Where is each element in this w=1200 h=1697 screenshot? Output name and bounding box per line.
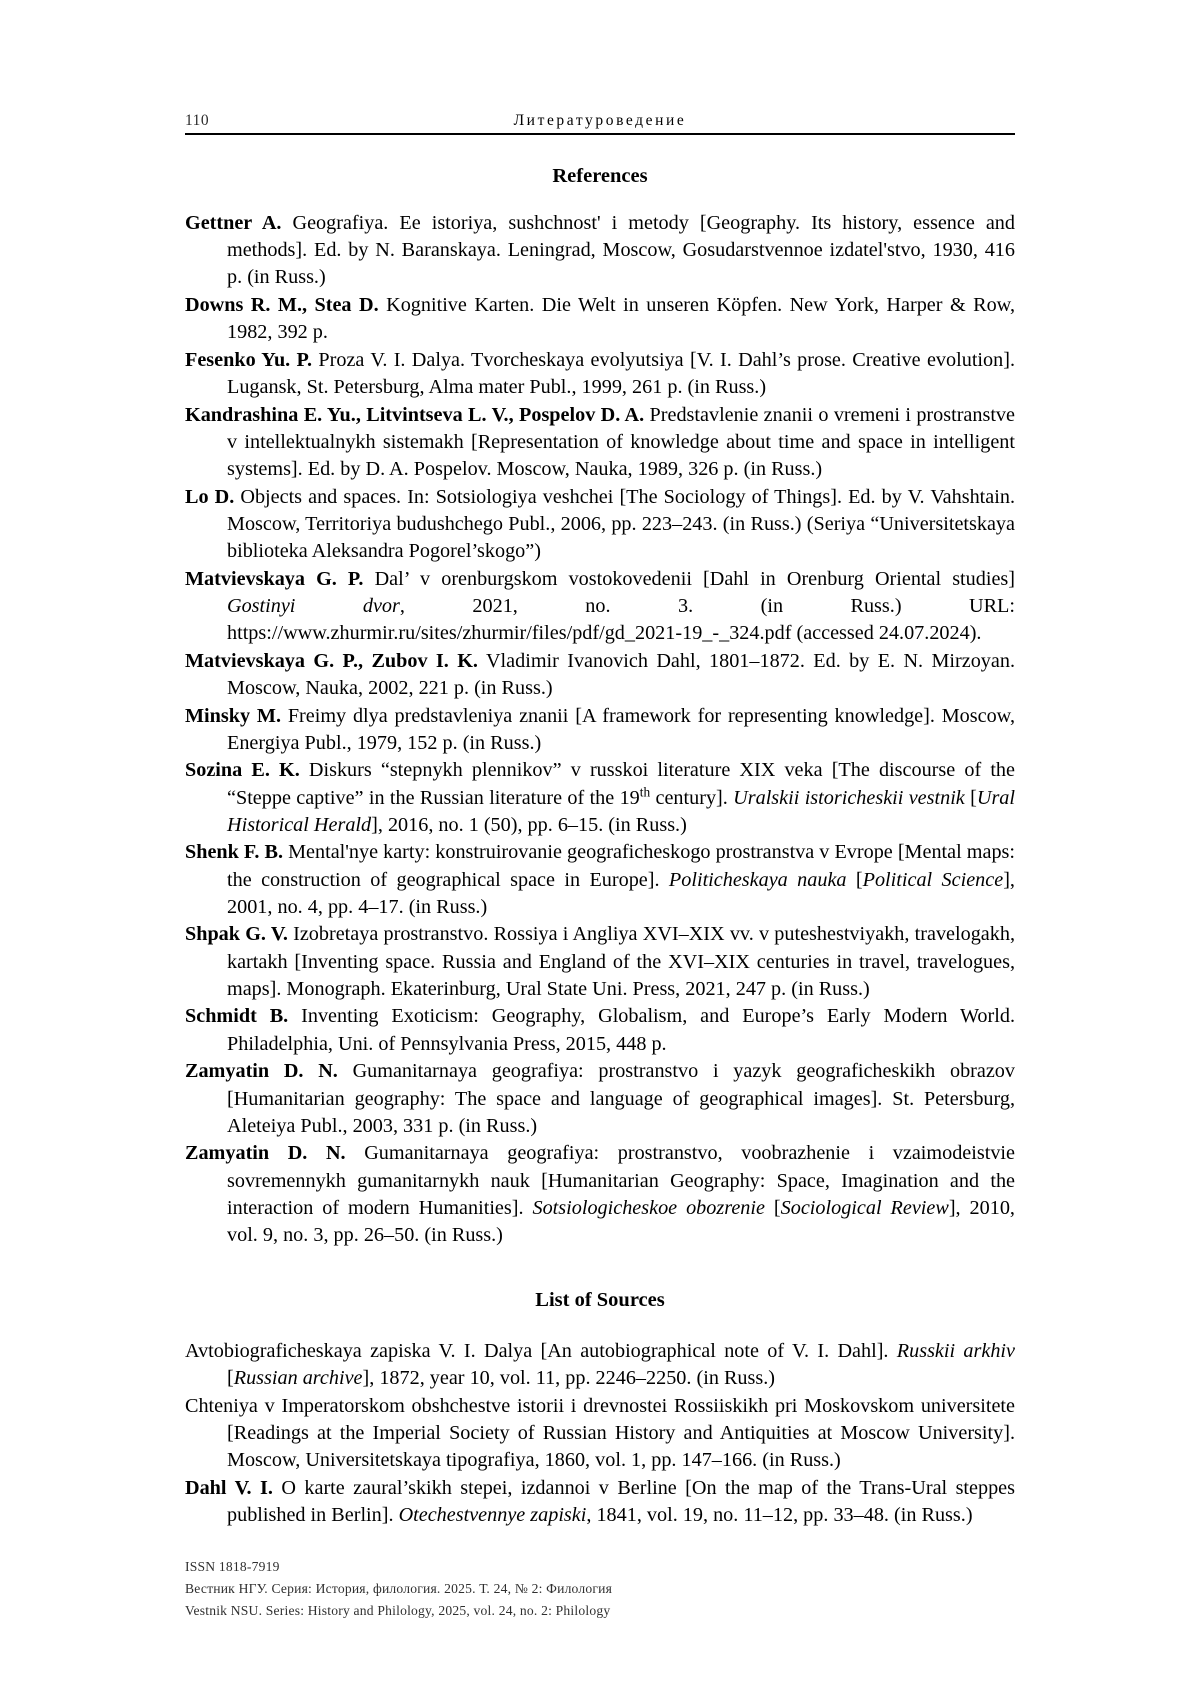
running-head-title: Литературоведение	[513, 112, 687, 129]
reference-entry: Lo D. Objects and spaces. In: Sotsiologiya veshchei [The Sociology of Things]. Ed. by V. Vahshtain. Moscow, Territoriya budushchego Publ., 2006, pp. 223–243. (in Russ.) (Seriya “Universitetskaya biblioteka Aleksandra Pogorel’skogo”)	[185, 485, 1015, 563]
footer-journal-ru: Вестник НГУ. Серия: История, филология. 2025. Т. 24, № 2: Филология	[185, 1580, 613, 1596]
page-number: 110	[185, 112, 210, 129]
footer-journal-en: Vestnik NSU. Series: History and Philology, 2025, vol. 24, no. 2: Philology	[185, 1602, 611, 1618]
footer-issn: ISSN 1818-7919	[185, 1558, 280, 1574]
reference-entry: Fesenko Yu. P. Proza V. I. Dalya. Tvorcheskaya evolyutsiya [V. I. Dahl’s prose. Creative evolution]. Lugansk, St. Petersburg, Alma mater Publ., 1999, 261 p. (in Russ.)	[185, 348, 1015, 399]
reference-entry: Shenk F. B. Mental'nye karty: konstruirovanie geograficheskogo prostranstva v Evrope [Mental maps: the construction of geographical space in Europe]. Politicheskaya nauka [Political Science], 2001, no. 4, pp. 4–17. (in Russ.)	[185, 841, 1015, 918]
source-entry: Dahl V. I. O karte zaural’skikh stepei, izdannoi v Berline [On the map of the Trans-Ural steppes published in Berlin]. Otechestvennye zapiski, 1841, vol. 19, no. 11–12, pp. 33–48. (in Russ.)	[185, 1476, 1015, 1527]
references-list	[185, 210, 1015, 1249]
references-heading: References	[552, 165, 648, 187]
page-footer	[185, 1556, 612, 1622]
source-entry: Avtobiograficheskaya zapiska V. I. Dalya [An autobiographical note of V. I. Dahl]. Russkii arkhiv [Russian archive], 1872, year 10, vol. 11, pp. 2246–2250. (in Russ.)	[185, 1340, 1016, 1390]
reference-entry: Gettner A. Geografiya. Ee istoriya, sushchnost' i metody [Geography. Its history, essence and methods]. Ed. by N. Baranskaya. Leningrad, Moscow, Gosudarstvennoe izdatel'stvo, 1930, 416 p. (in Russ.)	[185, 212, 1015, 289]
sources-list	[185, 1338, 1015, 1529]
reference-entry: Kandrashina E. Yu., Litvintseva L. V., Pospelov D. A. Predstavlenie znanii o vremeni i prostranstve v intellektualnykh sistemakh [Representation of knowledge about time and space in intelligent systems]. Ed. by D. A. Pospelov. Moscow, Nauka, 1989, 326 p. (in Russ.)	[185, 403, 1015, 481]
running-head	[185, 112, 1015, 130]
header-rule	[185, 133, 1015, 135]
source-entry: Chteniya v Imperatorskom obshchestve istorii i drevnostei Rossiiskikh pri Moskovskom universitete [Readings at the Imperial Society of Russian History and Antiquities at Moscow University]. Moscow, Universitetskaya tipografiya, 1860, vol. 1, pp. 147–166. (in Russ.)	[185, 1394, 1015, 1472]
reference-entry: Zamyatin D. N. Gumanitarnaya geografiya: prostranstvo i yazyk geograficheskikh obrazov [Humanitarian geography: The space and language of geographical images]. St. Petersburg, Aleteiya Publ., 2003, 331 p. (in Russ.)	[185, 1060, 1015, 1137]
reference-entry: Matvievskaya G. P. Dal’ v orenburgskom vostokovedenii [Dahl in Orenburg Oriental studies] Gostinyi dvor, 2021, no. 3. (in Russ.) URL: https://www.zhurmir.ru/sites/zhurmir/files/pdf/gd_2021-19_-_324.pdf (accessed 24.07.2024).	[185, 567, 1016, 645]
reference-entry: Matvievskaya G. P., Zubov I. K. Vladimir Ivanovich Dahl, 1801–1872. Ed. by E. N. Mirzoyan. Moscow, Nauka, 2002, 221 p. (in Russ.)	[185, 649, 1015, 699]
reference-entry: Downs R. M., Stea D. Kognitive Karten. Die Welt in unseren Köpfen. New York, Harper & Row, 1982, 392 p.	[185, 294, 1015, 344]
sources-heading: List of Sources	[535, 1289, 665, 1312]
reference-entry: Shpak G. V. Izobretaya prostranstvo. Rossiya i Angliya XVI–XIX vv. v puteshestviyakh, travelogakh, kartakh [Inventing space. Russia and England of the XVI–XIX centuries in travel, travelogues, maps]. Monograph. Ekaterinburg, Ural State Uni. Press, 2021, 247 p. (in Russ.)	[185, 923, 1015, 1000]
reference-entry: Sozina E. K. Diskurs “stepnykh plennikov” v russkoi literature XIX veka [The discourse of the “Steppe captive” in the Russian literature of the 19th century]. Uralskii istoricheskii vestnik [Ural Historical Herald], 2016, no. 1 (50), pp. 6–15. (in Russ.)	[185, 759, 1015, 836]
reference-entry: Minsky M. Freimy dlya predstavleniya znanii [A framework for representing knowledge]. Moscow, Energiya Publ., 1979, 152 p. (in Russ.)	[185, 704, 1015, 754]
reference-entry: Zamyatin D. N. Gumanitarnaya geografiya: prostranstvo, voobrazhenie i vzaimodeistvie sovremennykh gumanitarnykh nauk [Humanitarian Geography: Space, Imagination and the interaction of modern Humanities]. Sotsiologicheskoe obozrenie [Sociological Review], 2010, vol. 9, no. 3, pp. 26–50. (in Russ.)	[185, 1142, 1015, 1246]
reference-entry: Schmidt B. Inventing Exoticism: Geography, Globalism, and Europe’s Early Modern World. Philadelphia, Uni. of Pennsylvania Press, 2015, 448 p.	[185, 1005, 1015, 1055]
